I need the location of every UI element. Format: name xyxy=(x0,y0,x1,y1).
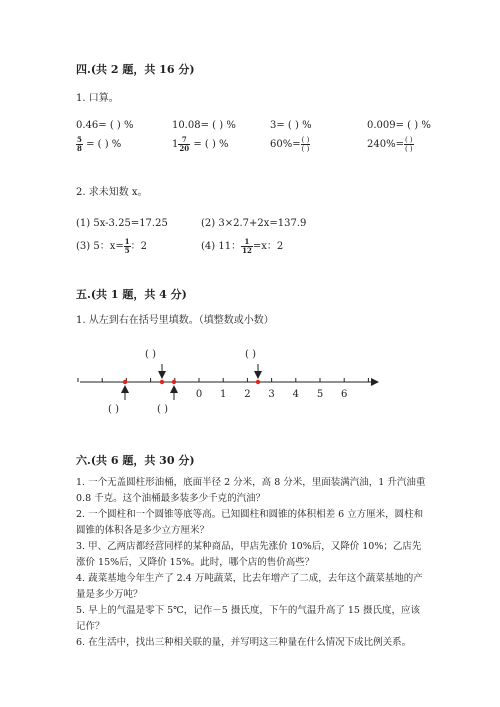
problem-4: 4. 蔬菜基地今年生产了 2.4 万吨蔬菜，比去年增产了二成，去年这个蔬菜基地的产量是多少万吨？ xyxy=(76,573,423,600)
answer-paren-top-2: ( ) xyxy=(245,349,256,360)
problem-list xyxy=(76,475,426,651)
problem-3: 3. 甲、乙两店都经营同样的某种商品，甲店先涨价 10%后，又降价 10%；乙店先涨价 15%后，又降价 15%。此时，哪个店的售价高些？ xyxy=(76,541,422,568)
q2-title: 2. 求未知数 x。 xyxy=(76,187,148,198)
equation-2: (2) 3×2.7+2x=137.9 xyxy=(201,218,307,229)
calc-8: 240%= $\frac{( )}{( )}$ xyxy=(367,136,413,153)
calc-4: 0.009= ( ) % xyxy=(367,120,431,131)
calc-6: 1 $\frac{7}{20}$ = ( ) % xyxy=(172,135,229,153)
answer-paren-bottom-1: ( ) xyxy=(108,404,119,415)
tick-label: 1 xyxy=(220,389,227,400)
section4-title: 四.(共 2 题，共 16 分) xyxy=(76,63,195,76)
q1-title: 1. 口算。 xyxy=(76,93,119,104)
calc-7: 60%= $\frac{( )}{( )}$ xyxy=(270,136,310,153)
point-2 xyxy=(160,380,164,384)
point-4 xyxy=(256,380,260,384)
tick-label: 5 xyxy=(316,389,324,400)
answer-paren-bottom-2: ( ) xyxy=(157,404,168,415)
problem-6: 6. 在生活中，找出三种相关联的量，并写明这三种量在什么情况下成比例关系。 xyxy=(76,637,412,648)
problem-5: 5. 早上的气温是零下 5℃，记作－5 摄氏度，下午的气温升高了 15 摄氏度，应该记作？ xyxy=(76,605,420,632)
equation-3: (3) 5：x= $\frac{1}{5}$ ：2 xyxy=(76,237,147,255)
calc-5: $\frac{5}{8}$ = ( ) % xyxy=(77,135,122,153)
calc-2: 10.08= ( ) % xyxy=(172,120,236,131)
tick-label: 3 xyxy=(268,389,275,400)
tick-label: 0 xyxy=(195,389,203,400)
tick-label: 6 xyxy=(341,389,348,400)
section6-title: 六.(共 6 题，共 30 分) xyxy=(76,454,195,467)
q-number-line: 1. 从左到右在括号里填数。（填整数或小数） xyxy=(76,315,274,326)
point-3 xyxy=(172,380,176,384)
point-1 xyxy=(123,380,127,384)
section5-title: 五.(共 1 题，共 4 分) xyxy=(76,288,187,301)
tick-label: 2 xyxy=(244,389,251,400)
equation-4: (4) 11： $\frac{1}{12}$ =x：2 xyxy=(201,237,284,255)
equation-1: (1) 5x-3.25=17.25 xyxy=(76,218,168,229)
calc-3: 3= ( ) % xyxy=(270,120,312,131)
problem-2: 2. 一个圆柱和一个圆锥等底等高。已知圆柱和圆锥的体积相差 6 立方厘米，圆柱和圆锥的体积各是多少立方厘米？ xyxy=(76,509,424,536)
problem-1: 1. 一个无盖圆柱形油桶，底面半径 2 分米，高 8 分米，里面装满汽油，1 升汽油重 0.8 千克。这个油桶最多装多少千克的汽油？ xyxy=(76,477,426,504)
answer-paren-top-1: ( ) xyxy=(145,349,156,360)
tick-label: 4 xyxy=(292,389,299,400)
calc-1: 0.46= ( ) % xyxy=(76,120,134,131)
